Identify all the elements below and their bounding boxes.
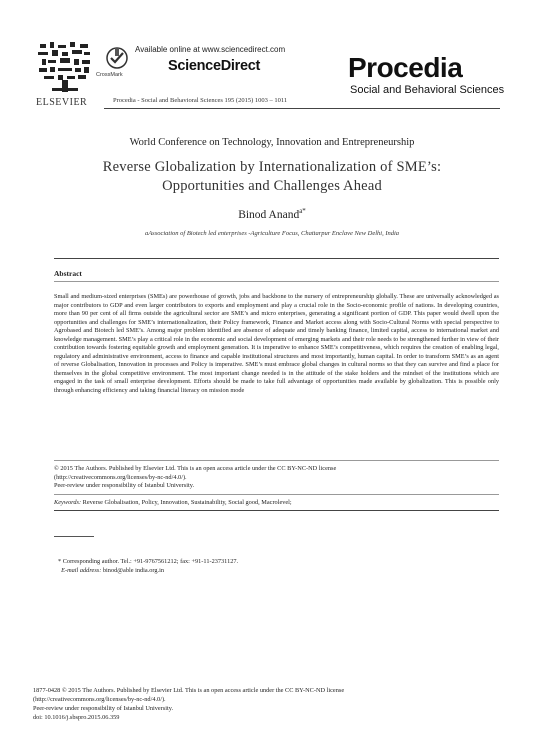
email-line <box>58 566 238 575</box>
bottom-license-link[interactable]: (http://creativecommons.org/licenses/by-nc-nd/4.0/). <box>33 696 166 703</box>
copyright-top-rule <box>54 460 499 461</box>
keywords-label: Keywords: <box>54 499 82 506</box>
journal-reference: Procedia - Social and Behavioral Sciences 195 (2015) 1003 – 1011 <box>113 97 288 104</box>
issn-copyright-line: 1877-0428 © 2015 The Authors. Published by Elsevier Ltd. This is an open access article under the CC BY-NC-ND license <box>33 687 345 694</box>
corresponding-author: * Corresponding author. Tel.: +91-9767561212; fax: +91-11-23731127. <box>58 558 239 565</box>
footnote-block <box>58 557 238 575</box>
available-online-text: Available online at www.sciencedirect.com <box>135 45 286 54</box>
license-link[interactable]: (http://creativecommons.org/licenses/by-nc-nd/4.0/). <box>54 473 187 481</box>
peer-review-line: Peer-review under responsibility of Istanbul University. <box>54 482 195 489</box>
copyright-block <box>54 465 499 491</box>
abstract-heading-rule <box>54 281 499 282</box>
abstract-top-rule <box>54 258 499 259</box>
title-line-1: Reverse Globalization by Internationalization of SME’s: <box>102 159 442 175</box>
author-marks: a* <box>299 207 306 215</box>
email-value[interactable]: binod@able india.org.in <box>101 567 165 574</box>
abstract-heading: Abstract <box>54 269 82 278</box>
crossmark-icon[interactable] <box>104 47 130 71</box>
elsevier-label: ELSEVIER <box>36 97 88 108</box>
keywords-top-rule <box>54 494 499 495</box>
bottom-peer-review: Peer-review under responsibility of Istanbul University. <box>33 705 174 712</box>
author-name <box>0 207 544 221</box>
procedia-title: Procedia <box>348 52 463 83</box>
header-rule <box>104 108 500 109</box>
keywords-bottom-rule <box>54 510 499 511</box>
abstract-text: Small and medium-sized enterprises (SMEs) are powerhouse of growth, jobs and backbone to the nursery of entrepreneurship globally. These are universally acknowledged as major contributors to GDP and even larger contributors to exports and employment and play a crucial role in the Socio-economic profile of nations. In developing countries, more than 90 per cent of all firms outside the agricultural sector are SME’s and micro enterprises, generating a significant portion of GDP. This paper would dwell upon the opportunities and challenges for SME’s internationalization, their Policy framework, Finance and Market access along with Socio-Cultural Norms with special perspective to Agrobased and Biotech led SME’s. Among major problem identified are absence of adequate and timely banking finance, limited capital, access to international market and knowledge management. SME’s play a critical role in the economic and social development of emerging markets and their role needs to be strengthened further in view of their contribution towards fostering equitable growth and employment generation. It is imperative to enhance SME’s competitiveness, which requires the creation of enabling legal, regulatory and administrative environment, access to finance and capable institutional structures and most importantly, human capital. In order to transform SME’s as an agent of reverse Globalisation, Innovation in processes and Policy is imperative. SME’s must embrace global changes in cultural norms so that they can survive and find a place for themselves in the global competitive environment. The most important change needed is in the attitude of the stake holders and the mindset of the institutions which are engaged in the task of small enterprise development. Efforts should be made to take full advantage of opportunities made available by globalization. This is possible only through enhancing efficiency and taking financial literacy on mission mode <box>54 293 499 394</box>
conference-name: World Conference on Technology, Innovation and Entrepreneurship <box>129 137 415 148</box>
sciencedirect-logo: ScienceDirect <box>168 58 261 74</box>
keywords-line <box>54 499 499 506</box>
email-label: E-mail address: <box>61 567 102 574</box>
bottom-license-block <box>33 686 493 722</box>
doi-line[interactable]: doi: 10.1016/j.sbspro.2015.06.359 <box>33 714 120 721</box>
author-affiliation: aAssociation of Biotech led enterprises -Agriculture Focus, Chattarpur Enclave New Delhi, India <box>144 230 400 237</box>
elsevier-tree-logo <box>34 40 96 96</box>
keywords-text: Reverse Globalisation, Policy, Innovation, Sustainability, Social good, Macrolevel; <box>81 499 292 506</box>
author-name-text: Binod Anand <box>238 208 300 221</box>
procedia-subtitle: Social and Behavioral Sciences <box>350 84 505 96</box>
paper-title <box>60 158 484 196</box>
footnote-rule <box>54 536 94 537</box>
crossmark-label: CrossMark <box>96 72 123 78</box>
title-line-2: Opportunities and Challenges Ahead <box>162 178 382 194</box>
copyright-line-1: © 2015 The Authors. Published by Elsevier Ltd. This is an open access article under the CC BY-NC-ND license <box>54 465 337 472</box>
